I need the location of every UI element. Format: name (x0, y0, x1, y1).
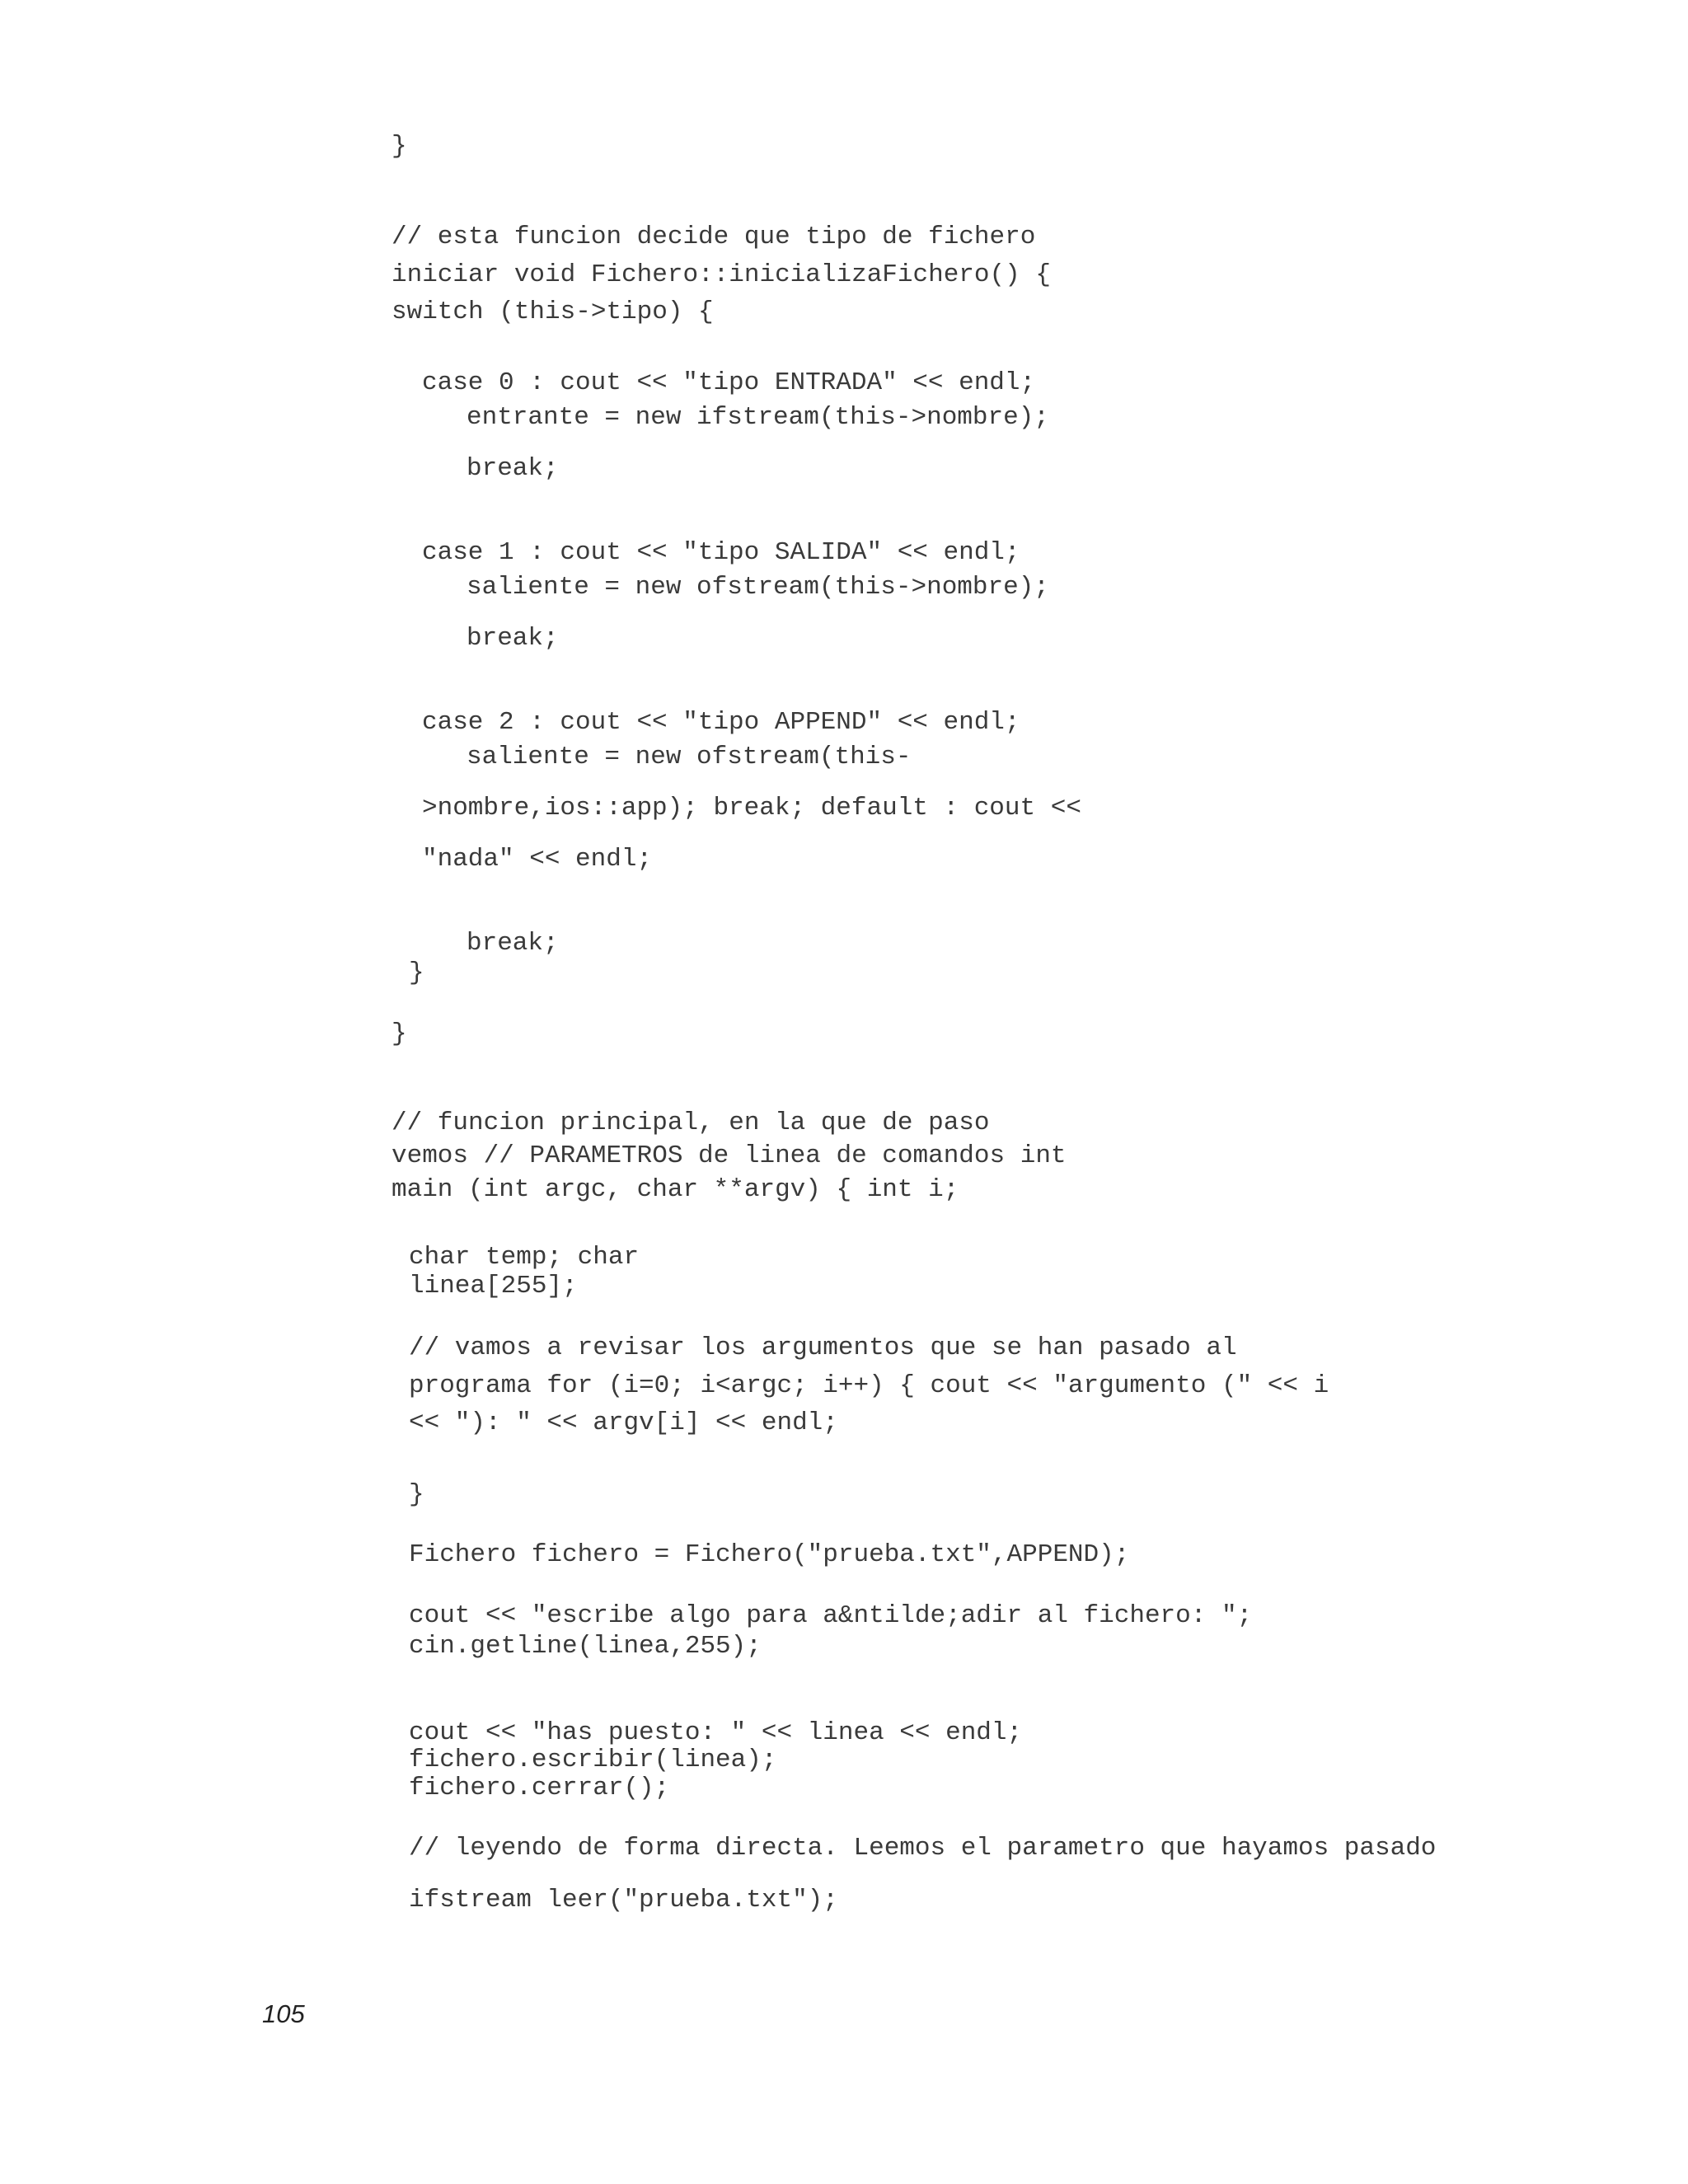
code-line: fichero.cerrar(); (409, 1774, 670, 1802)
code-line: break; (467, 454, 559, 483)
code-line: cin.getline(linea,255); (409, 1632, 762, 1661)
code-line: break; (467, 929, 559, 958)
code-line: case 2 : cout << "tipo APPEND" << endl; (422, 708, 1020, 737)
code-line: linea[255]; (409, 1272, 578, 1301)
code-line: Fichero fichero = Fichero("prueba.txt",APPEND); (409, 1540, 1130, 1569)
code-line: ifstream leer("prueba.txt"); (409, 1886, 838, 1915)
code-line: >nombre,ios::app); break; default : cout << (422, 794, 1081, 823)
code-line: "nada" << endl; (422, 845, 653, 874)
code-line: // leyendo de forma directa. Leemos el parametro que hayamos pasado (409, 1834, 1437, 1863)
code-line: // funcion principal, en la que de paso (392, 1108, 990, 1137)
code-line: switch (this->tipo) { (392, 298, 714, 326)
code-line: case 1 : cout << "tipo SALIDA" << endl; (422, 538, 1020, 567)
code-line: } (392, 132, 407, 161)
code-line: programa for (i=0; i<argc; i++) { cout << "argumento (" << i (409, 1371, 1329, 1400)
code-line: saliente = new ofstream(this->nombre); (467, 573, 1049, 602)
code-line: // vamos a revisar los argumentos que se han pasado al (409, 1333, 1237, 1362)
code-line: } (409, 1480, 424, 1509)
code-line: cout << "has puesto: " << linea << endl; (409, 1718, 1023, 1747)
code-line: vemos // PARAMETROS de linea de comandos int (392, 1141, 1067, 1170)
code-line: } (409, 958, 424, 987)
page-number: 105 (262, 1999, 305, 2028)
code-line: char temp; char (409, 1243, 640, 1272)
code-line: // esta funcion decide que tipo de fichero (392, 223, 1036, 251)
code-line: saliente = new ofstream(this- (467, 743, 912, 771)
code-line: fichero.escribir(linea); (409, 1746, 777, 1774)
code-line: entrante = new ifstream(this->nombre); (467, 403, 1049, 432)
code-line: iniciar void Fichero::inicializaFichero() { (392, 260, 1051, 289)
code-line: case 0 : cout << "tipo ENTRADA" << endl; (422, 368, 1036, 397)
code-line: cout << "escribe algo para a&ntilde;adir al fichero: "; (409, 1601, 1253, 1630)
code-line: break; (467, 624, 559, 653)
code-line: << "): " << argv[i] << endl; (409, 1408, 838, 1437)
code-line: } (392, 1019, 407, 1048)
code-line: main (int argc, char **argv) { int i; (392, 1175, 959, 1204)
